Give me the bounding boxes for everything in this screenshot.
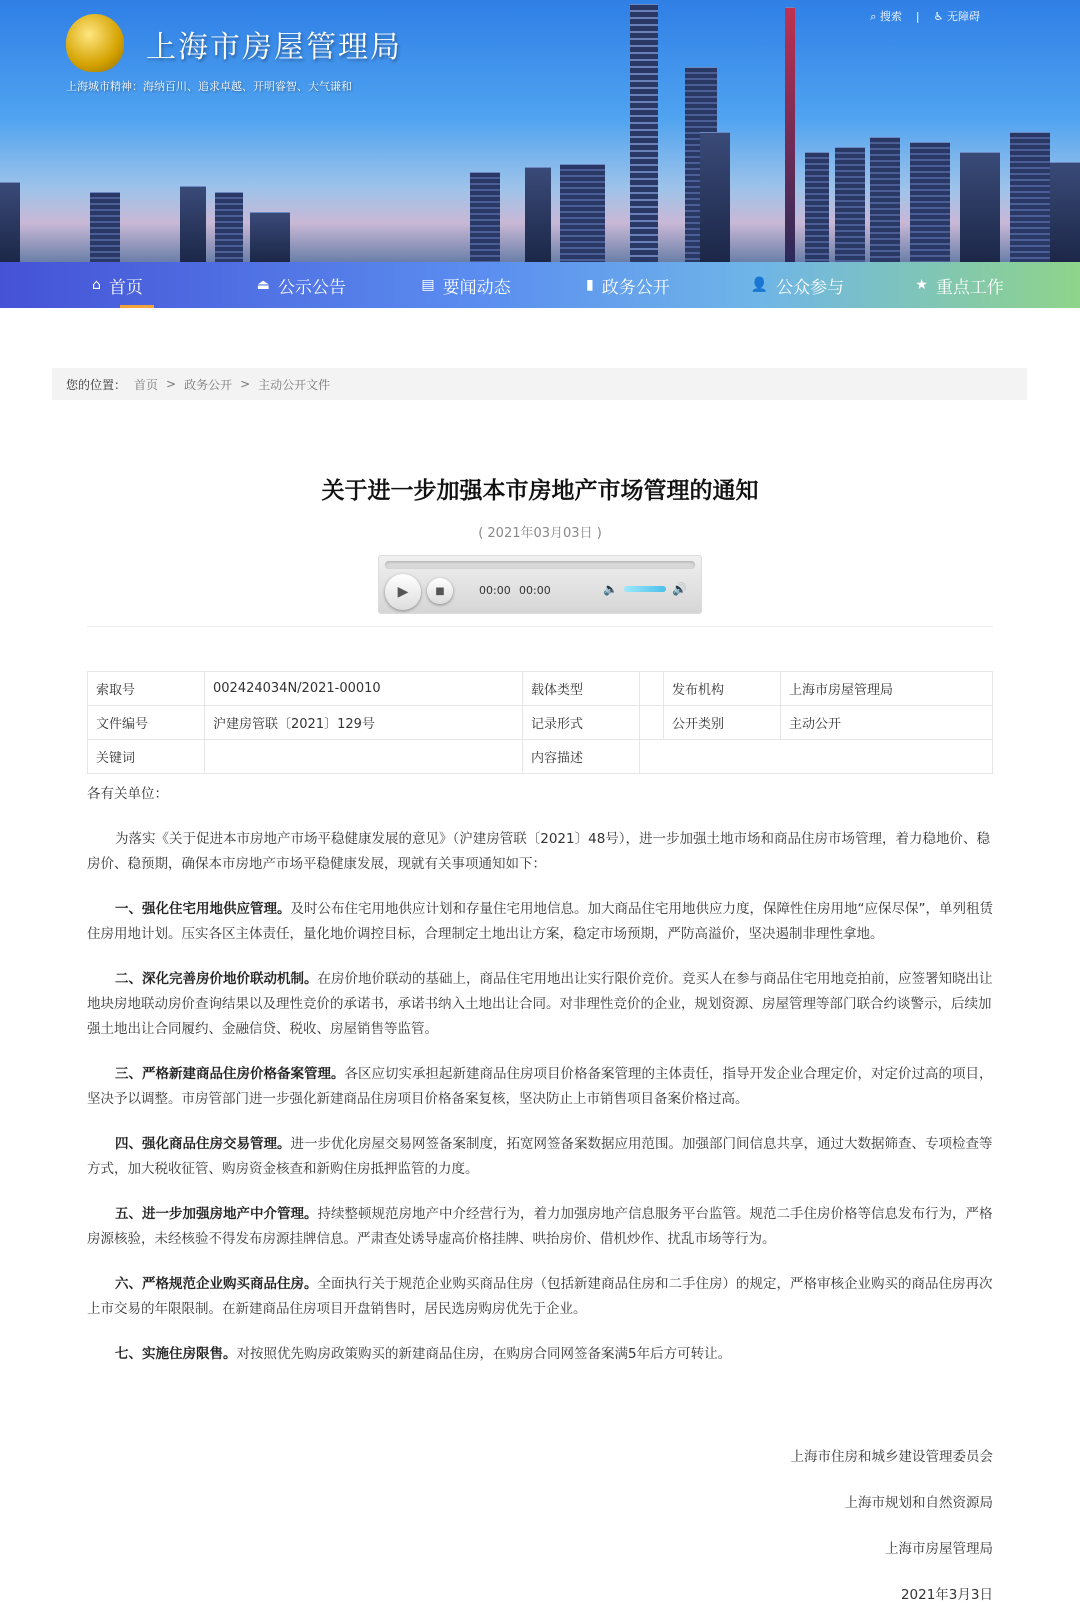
meta-value: 002424034N/2021-00010 <box>205 672 523 706</box>
meta-label: 记录形式 <box>523 706 640 740</box>
mute-icon[interactable]: 🔈 <box>603 582 618 596</box>
nav-key-work[interactable]: ★ 重点工作 <box>915 277 1004 298</box>
paragraph: 一、强化住宅用地供应管理。及时公布住宅用地供应计划和存量住宅用地信息。加大商品住宅用地供应力度，保障性住房用地“应保尽保”，单列租赁住房用地计划。压实各区主体责任，量化地价调控目标，合理制定土地出让方案，稳定市场预期，严防高溢价，坚决遏制非理性拿地。 <box>87 901 993 942</box>
article-body <box>87 782 993 1387</box>
divider <box>87 626 993 627</box>
signature-date: 2021年3月3日 <box>900 1587 993 1603</box>
star-icon: ★ <box>915 277 928 293</box>
signatory: 上海市规划和自然资源局 <box>844 1495 993 1511</box>
header-banner <box>0 0 1080 262</box>
meta-label: 文件编号 <box>88 706 205 740</box>
meta-label: 载体类型 <box>523 672 640 706</box>
paragraph: 三、严格新建商品住房价格备案管理。各区应切实承担起新建商品住房项目价格备案管理的主体责任，指导开发企业合理定价，对定价过高的项目，坚决予以调整。市房管部门进一步强化新建商品住房项目价格备案复核，坚决防止上市销售项目备案价格过高。 <box>87 1066 993 1107</box>
nav-public[interactable]: 👤 公众参与 <box>750 277 845 298</box>
home-icon: ⌂ <box>92 277 101 293</box>
notice-icon: ⏏ <box>256 277 270 293</box>
paragraph-heading: 五、进一步加强房地产中介管理。 <box>115 1206 318 1222</box>
breadcrumb-home[interactable]: 首页 <box>134 377 159 392</box>
meta-value <box>640 672 664 706</box>
signatory: 上海市住房和城乡建设管理委员会 <box>790 1449 993 1465</box>
search-link[interactable]: ⌕ 搜索 <box>870 10 902 23</box>
duration: 00:00 <box>519 584 551 597</box>
table-row <box>88 740 993 774</box>
paragraph: 二、深化完善房价地价联动机制。在房价地价联动的基础上，商品住宅用地出让实行限价竞价。竞买人在参与商品住宅用地竞拍前，应签署知晓出让地块房地联动房价查询结果以及理性竞价的承诺书，承诺书纳入土地出让合同。对非理性竞价的企业，规划资源、房屋管理等部门联合约谈警示，后续加强土地出让合同履约、金融信贷、税收、房屋销售等监管。 <box>87 971 993 1037</box>
paragraph-heading: 四、强化商品住房交易管理。 <box>115 1136 291 1152</box>
document-metadata-table <box>87 671 993 774</box>
paragraph-heading: 七、实施住房限售。 <box>115 1346 237 1362</box>
accessibility-icon: ♿ <box>933 10 944 23</box>
main-nav <box>0 262 1080 308</box>
meta-label: 关键词 <box>88 740 205 774</box>
search-icon: ⌕ <box>870 10 877 23</box>
article-title: 关于进一步加强本市房地产市场管理的通知 <box>321 478 759 504</box>
signatory: 上海市房屋管理局 <box>885 1541 993 1557</box>
meta-value: 主动公开 <box>781 706 993 740</box>
volume-max-icon[interactable]: 🔊 <box>671 582 687 596</box>
people-icon: 👤 <box>750 277 769 293</box>
meta-label: 内容描述 <box>523 740 640 774</box>
nav-news[interactable]: ▤ 要闻动态 <box>421 277 511 298</box>
breadcrumb-sep: > <box>166 377 177 391</box>
signature-block <box>791 1434 994 1618</box>
site-title: 上海市房屋管理局 <box>146 30 402 65</box>
paragraph: 七、实施住房限售。对按照优先购房政策购买的新建商品住房，在购房合同网签备案满5年后方可转让。 <box>115 1346 732 1362</box>
paragraph: 五、进一步加强房地产中介管理。持续整顿规范房地产中介经营行为，着力加强房地产信息服务平台监管。规范二手住房价格等信息发布行为，严格房源核验，未经核验不得发布房源挂牌信息。严肃查处诱导虚高价格挂牌、哄抬房价、借机炒作、扰乱市场等行为。 <box>87 1206 993 1247</box>
audio-player <box>378 555 702 614</box>
paragraph-heading: 二、深化完善房价地价联动机制。 <box>115 971 318 987</box>
paragraph-heading: 一、强化住宅用地供应管理。 <box>115 901 291 917</box>
article-date: ( 2021年03月03日 ) <box>478 526 602 541</box>
meta-value <box>205 740 523 774</box>
divider: | <box>915 9 920 23</box>
chart-icon: ▮ <box>586 277 594 293</box>
meta-label: 公开类别 <box>664 706 781 740</box>
nav-gov-affairs[interactable]: ▮ 政务公开 <box>586 277 670 298</box>
meta-label: 索取号 <box>88 672 205 706</box>
stop-button[interactable] <box>427 578 453 604</box>
greeting: 各有关单位： <box>87 786 168 802</box>
bureau-logo <box>66 14 124 72</box>
breadcrumb-current[interactable]: 主动公开文件 <box>258 377 331 392</box>
city-motto: 上海城市精神：海纳百川、追求卓越、开明睿智、大气谦和 <box>66 80 352 93</box>
paragraph-heading: 三、严格新建商品住房价格备案管理。 <box>115 1066 345 1082</box>
breadcrumb-sep: > <box>240 377 251 391</box>
meta-value <box>640 740 993 774</box>
meta-value <box>640 706 664 740</box>
table-row <box>88 672 993 706</box>
news-icon: ▤ <box>421 277 435 293</box>
breadcrumb-label: 您的位置： <box>66 377 127 392</box>
paragraph: 六、严格规范企业购买商品住房。全面执行关于规范企业购买商品住房（包括新建商品住房和二手住房）的规定，严格审核企业购买的商品住房再次上市交易的年限限制。在新建商品住房项目开盘销售时，居民选房购房优先于企业。 <box>87 1276 993 1317</box>
breadcrumb <box>52 368 1027 400</box>
breadcrumb-gov-affairs[interactable]: 政务公开 <box>184 377 233 392</box>
stop-icon: ■ <box>435 585 445 597</box>
paragraph-heading: 六、严格规范企业购买商品住房。 <box>115 1276 318 1292</box>
nav-home[interactable]: ⌂ 首页 <box>92 262 257 308</box>
audio-progress-bar[interactable] <box>385 561 695 569</box>
paragraph: 四、强化商品住房交易管理。进一步优化房屋交易网签备案制度，拓宽网签备案数据应用范围。加强部门间信息共享，通过大数据筛查、专项检查等方式，加大税收征管、购房资金核查和新购住房抵押监管的力度。 <box>87 1136 993 1177</box>
nav-notices[interactable]: ⏏ 公示公告 <box>256 277 346 298</box>
intro-paragraph: 为落实《关于促进本市房地产市场平稳健康发展的意见》（沪建房管联〔2021〕48号），进一步加强土地市场和商品住房市场管理，着力稳地价、稳房价、稳预期，确保本市房地产市场平稳健康发展，现就有关事项通知如下： <box>87 831 991 872</box>
play-icon: ▶ <box>397 584 409 600</box>
current-time: 00:00 <box>479 584 511 597</box>
meta-value: 沪建房管联〔2021〕129号 <box>205 706 523 740</box>
accessibility-link[interactable]: ♿ 无障碍 <box>933 10 980 23</box>
play-button[interactable] <box>385 574 421 610</box>
meta-value: 上海市房屋管理局 <box>781 672 993 706</box>
table-row <box>88 706 993 740</box>
volume-slider[interactable] <box>624 586 666 592</box>
meta-label: 发布机构 <box>664 672 781 706</box>
